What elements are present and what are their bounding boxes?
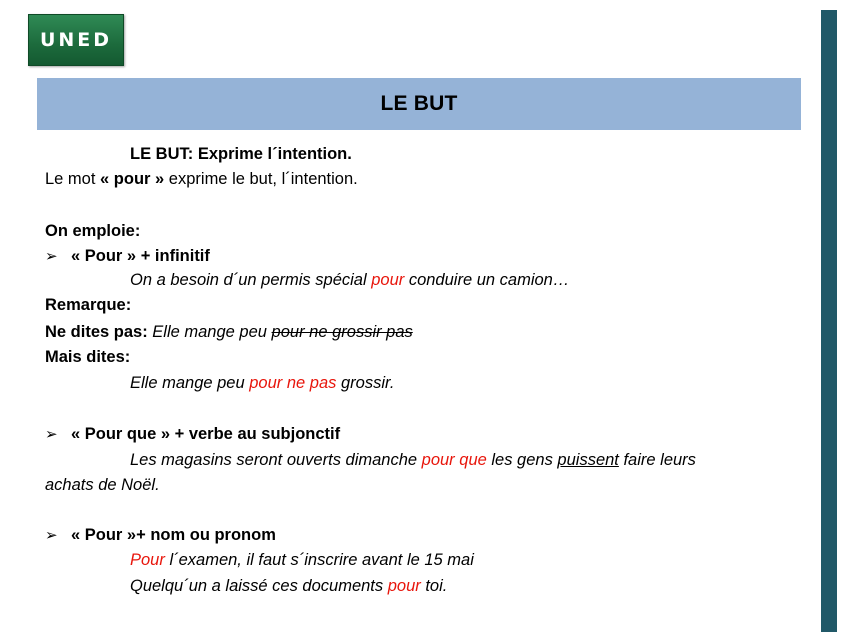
item1-ex-pre: On a besoin d´un permis spécial (130, 271, 372, 289)
item2-ex-post: faire leurs (618, 451, 696, 469)
emploi-label: On emploie: (45, 222, 141, 240)
mais-dites-label: Mais dites: (45, 348, 131, 366)
bullet-arrow-icon: ➢ (45, 527, 58, 544)
bullet-arrow-icon: ➢ (45, 248, 58, 265)
item3-example2 (130, 576, 447, 596)
uned-logo (28, 14, 124, 66)
item1-ex-red: pour (371, 271, 405, 289)
item2-example (130, 450, 696, 470)
item3-ex2-pre: Quelqu´un a laissé ces documents (130, 577, 388, 595)
bullet-arrow-icon: ➢ (45, 426, 58, 443)
mais-red: pour ne pas (249, 374, 337, 392)
item3-example1 (130, 550, 474, 570)
logo-text: UNED (39, 29, 113, 51)
item2-heading (45, 424, 340, 445)
decorative-side-bar (821, 10, 837, 632)
item2-heading-text: « Pour que » + verbe au subjonctif (71, 425, 341, 443)
intro-text: Le mot (45, 170, 101, 188)
intro-bold: « pour » (100, 170, 165, 188)
item3-ex1-post: l´examen, il faut s´inscrire avant le 15 mai (164, 551, 474, 569)
item1-ex-post: conduire un camion… (404, 271, 570, 289)
mais-post: grossir. (336, 374, 395, 392)
item2-ex-pre: Les magasins seront ouverts dimanche (130, 451, 422, 469)
item1-example (130, 270, 569, 290)
ne-dites-strike: pour ne grossir pas (271, 323, 413, 341)
item3-ex2-post: toi. (420, 577, 448, 595)
title-band (37, 78, 801, 130)
remarque-label: Remarque: (45, 296, 132, 314)
intro-line (45, 169, 358, 189)
item3-ex1-red: Pour (130, 551, 165, 569)
mais-dites-example (130, 373, 394, 393)
item3-heading-text: « Pour »+ nom ou pronom (71, 526, 276, 544)
item2-example-line2: achats de Noël. (45, 476, 160, 494)
ne-dites-line (45, 322, 413, 342)
ne-dites-text: Elle mange peu (147, 323, 272, 341)
item1-heading (45, 246, 210, 267)
item2-ex-underlined: puissent (557, 451, 619, 469)
item2-ex-mid: les gens (486, 451, 558, 469)
item3-heading (45, 525, 276, 546)
ne-dites-label: Ne dites pas: (45, 323, 148, 341)
item1-heading-text: « Pour » + infinitif (71, 247, 210, 265)
item2-ex-red: pour que (421, 451, 487, 469)
intro-text-end: exprime le but, l´intention. (164, 170, 358, 188)
mais-pre: Elle mange peu (130, 374, 250, 392)
item3-ex2-red: pour (387, 577, 421, 595)
page-title: LE BUT (380, 92, 458, 115)
intro-heading: LE BUT: Exprime l´intention. (130, 145, 352, 163)
